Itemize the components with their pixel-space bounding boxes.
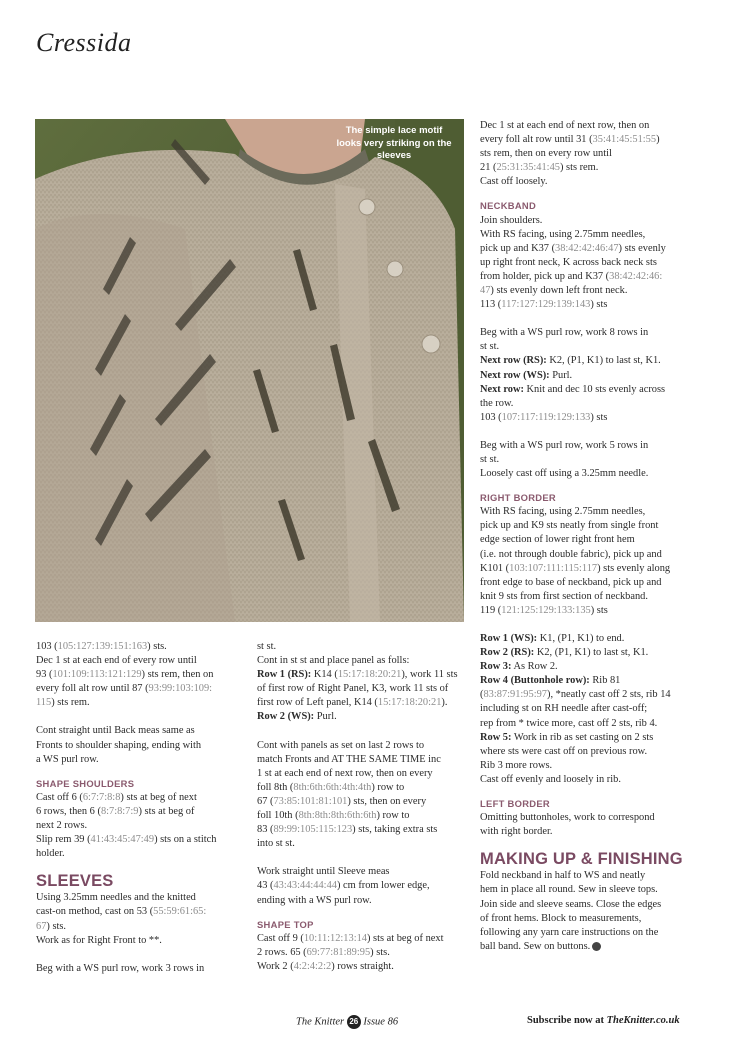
magazine-name: The Knitter xyxy=(296,1016,345,1028)
text-span: ) cm from lower edge, xyxy=(336,880,430,892)
text-line: Fronts to shoulder shaping, ending with xyxy=(36,739,202,751)
text-span: ( xyxy=(480,689,484,701)
text-span: Knit and dec 10 sts evenly across xyxy=(523,383,666,395)
text-span: first row of Left panel, K14 ( xyxy=(257,697,378,709)
text-line xyxy=(257,809,469,823)
neckband-heading: NECKBAND xyxy=(480,200,537,212)
right-column xyxy=(480,119,720,954)
text-line: Rib 3 more rows. xyxy=(480,759,553,771)
text-span: ) sts rem. xyxy=(51,697,90,709)
text-line: the row. xyxy=(480,397,514,409)
text-line: into st st. xyxy=(257,838,295,850)
size-variants: 6:7:7:8:8 xyxy=(82,791,121,803)
sweater-photo xyxy=(35,119,464,622)
size-variants: 73:85:101:81:101 xyxy=(273,795,348,807)
size-variants: 25:31:35:41:45 xyxy=(496,162,560,174)
text-line xyxy=(36,682,246,696)
text-line xyxy=(36,668,246,682)
size-variants: 8th:6th:6th:4th:4th xyxy=(293,781,372,793)
text-line: Loosely cast off using a 3.25mm needle. xyxy=(480,468,649,480)
text-line xyxy=(480,731,720,745)
text-line: (i.e. not through double fabric), pick up and xyxy=(480,548,662,560)
size-variants: 105:127:139:151:163 xyxy=(57,641,148,652)
text-span: ) sts. xyxy=(46,920,67,932)
text-line xyxy=(480,369,720,383)
row-label: Row 2 (WS): xyxy=(257,711,315,723)
subscribe-link[interactable]: TheKnitter.co.uk xyxy=(606,1015,680,1026)
text-line: where sts were cast off on previous row. xyxy=(480,745,648,757)
text-line: Cast off loosely. xyxy=(480,176,548,188)
shape-shoulders-heading: SHAPE SHOULDERS xyxy=(36,777,135,789)
text-span: ). xyxy=(441,697,448,709)
text-span: Cast off 6 ( xyxy=(36,791,83,803)
text-span: 113 ( xyxy=(480,299,502,311)
text-line xyxy=(480,298,720,312)
text-line: front edge to base of neckband, pick up and xyxy=(480,576,662,588)
text-line: next 2 rows. xyxy=(36,820,88,832)
sleeves-heading: SLEEVES xyxy=(36,872,114,891)
text-line xyxy=(480,562,720,576)
text-line: Cont straight until Back meas same as xyxy=(36,725,195,737)
text-span: 2 rows. 65 ( xyxy=(257,946,307,958)
text-span: ) sts xyxy=(590,411,608,423)
text-span: pick up and K37 ( xyxy=(480,242,556,254)
text-span: ) sts evenly down left front neck. xyxy=(490,285,628,297)
size-variants: 8:7:8:7:9 xyxy=(100,805,139,817)
row-label: Next row: xyxy=(480,383,524,395)
text-line: st st. xyxy=(480,341,500,353)
text-line xyxy=(257,696,469,710)
text-line: following any yarn care instructions on the xyxy=(480,926,659,938)
text-line xyxy=(480,411,720,425)
end-mark-icon xyxy=(592,942,601,951)
left-column xyxy=(36,640,246,976)
footer-subscribe xyxy=(527,1015,680,1026)
size-variants: 4:2:4:2:2 xyxy=(293,960,332,972)
text-line: of front hems. Block to measurements, xyxy=(480,912,642,924)
text-line: Work as for Right Front to **. xyxy=(36,934,162,946)
page-number: 26 xyxy=(347,1015,361,1029)
issue-number: Issue 86 xyxy=(363,1016,399,1028)
text-line xyxy=(257,781,469,795)
size-variants: 83:87:91:95:97 xyxy=(483,689,547,701)
text-span: ) sts rem, then on xyxy=(141,669,214,681)
text-span: As Row 2. xyxy=(511,661,558,673)
text-line xyxy=(480,674,720,688)
making-up-heading: MAKING UP & FINISHING xyxy=(480,850,683,869)
text-span: 6 rows, then 6 ( xyxy=(36,805,101,817)
text-line xyxy=(36,640,246,654)
row-label: Row 4 (Buttonhole row): xyxy=(480,675,590,687)
text-line: sts rem, then on every row until xyxy=(480,148,612,160)
text-line xyxy=(257,946,469,960)
text-span: Slip rem 39 ( xyxy=(36,834,91,846)
text-line: a WS purl row. xyxy=(36,753,99,765)
text-line xyxy=(480,133,720,147)
size-variants: 55:59:61:65: xyxy=(153,906,207,918)
knitted-cardigan-illustration xyxy=(35,119,464,622)
text-span: ), *neatly cast off 2 sts, rib 14 xyxy=(546,689,671,701)
size-variants: 35:41:45:51:55 xyxy=(592,134,657,146)
size-variants: 103:107:111:115:117 xyxy=(509,562,598,574)
size-variants: 107:117:119:129:133 xyxy=(501,411,591,423)
text-span: cast-on method, cast on 53 ( xyxy=(36,906,154,918)
text-span: ) sts, taking extra sts xyxy=(352,824,438,836)
text-span: ) rows straight. xyxy=(331,960,394,972)
text-line: holder. xyxy=(36,848,65,860)
row-label: Row 5: xyxy=(480,731,512,743)
size-variants: 67 xyxy=(36,920,47,932)
text-span: 43 ( xyxy=(257,880,274,892)
size-variants: 38:42:42:46:47 xyxy=(555,242,619,254)
text-line xyxy=(480,161,720,175)
text-line: up right front neck, K across back neck sts xyxy=(480,256,657,268)
text-span: ) sts xyxy=(590,604,608,616)
text-span: Rib 81 xyxy=(589,675,621,687)
text-line: Cast off evenly and loosely in rib. xyxy=(480,773,621,785)
text-line xyxy=(480,604,720,618)
page-title: Cressida xyxy=(36,28,132,57)
text-line: match Fronts and AT THE SAME TIME inc xyxy=(257,753,441,765)
text-line xyxy=(480,940,720,954)
size-variants: 15:17:18:20:21 xyxy=(377,697,442,709)
text-line: with right border. xyxy=(480,826,553,838)
text-line: Dec 1 st at each end of every row until xyxy=(36,655,197,667)
text-line xyxy=(36,920,246,934)
size-variants: 43:43:44:44:44 xyxy=(273,880,337,892)
text-line xyxy=(257,710,469,724)
text-line xyxy=(36,833,246,847)
text-span: K14 ( xyxy=(311,669,338,681)
text-line: With RS facing, using 2.75mm needles, xyxy=(480,228,646,240)
text-line xyxy=(257,795,469,809)
text-span: ) sts, then on every xyxy=(347,795,427,807)
text-line: Cont with panels as set on last 2 rows to xyxy=(257,739,425,751)
size-variants: 121:125:129:133:135 xyxy=(501,604,591,616)
text-line: Dec 1 st at each end of next row, then on xyxy=(480,120,650,131)
text-span: ) sts at beg of next xyxy=(120,791,197,803)
row-label: Row 1 (RS): xyxy=(257,669,312,681)
text-span: 103 ( xyxy=(36,641,58,652)
photo-caption: The simple lace motif looks very striking on the sleeves xyxy=(336,125,452,161)
text-span: 83 ( xyxy=(257,824,274,836)
text-span: foll 10th ( xyxy=(257,810,299,822)
text-line xyxy=(480,660,720,674)
text-span: ) sts at beg of xyxy=(138,805,195,817)
text-line: 1 st at each end of next row, then on every xyxy=(257,767,433,779)
text-line xyxy=(480,646,720,660)
text-span: ) row to xyxy=(371,781,405,793)
text-line: hem in place all round. Sew in sleeve tops. xyxy=(480,884,658,896)
text-span: K2, (P1, K1) to last st, K1. xyxy=(534,647,649,659)
text-line xyxy=(480,270,720,284)
text-span: ) sts. xyxy=(147,641,167,652)
text-span: ), work 11 sts xyxy=(401,669,458,681)
size-variants: 8th:8th:8th:6th:6th xyxy=(298,810,377,822)
text-span: 119 ( xyxy=(480,604,502,616)
text-line: Beg with a WS purl row, work 3 rows in xyxy=(36,962,205,974)
size-variants: 115 xyxy=(36,697,52,709)
size-variants: 38:42:42:46: xyxy=(609,270,663,282)
row-label: Row 1 (WS): xyxy=(480,633,538,644)
text-line: ending with a WS purl row. xyxy=(257,894,372,906)
text-line: rep from * twice more, cast off 2 sts, rib 4. xyxy=(480,717,658,729)
size-variants: 117:127:129:139:143 xyxy=(501,299,591,311)
text-span: ) sts evenly along xyxy=(597,562,671,574)
size-variants: 93:99:103:109: xyxy=(148,683,213,695)
text-span: foll 8th ( xyxy=(257,781,294,793)
text-line xyxy=(36,905,246,919)
middle-column xyxy=(257,640,469,974)
text-span: ball band. Sew on buttons. xyxy=(480,940,591,952)
text-line xyxy=(36,791,246,805)
size-variants: 41:43:45:47:49 xyxy=(90,834,155,846)
row-label: Row 3: xyxy=(480,661,512,673)
shape-top-heading: SHAPE TOP xyxy=(257,918,314,930)
text-span: K2, (P1, K1) to last st, K1. xyxy=(546,355,661,367)
text-line: Omitting buttonholes, work to correspond xyxy=(480,812,655,824)
text-line: st st. xyxy=(480,453,500,465)
text-span: every foll alt row until 31 ( xyxy=(480,134,593,146)
text-span: K101 ( xyxy=(480,562,510,574)
text-line xyxy=(480,688,720,702)
text-span: Work 2 ( xyxy=(257,960,294,972)
text-span: 21 ( xyxy=(480,162,497,174)
size-variants: 15:17:18:20:21 xyxy=(337,669,402,681)
text-line: Join shoulders. xyxy=(480,214,543,226)
footer-magazine xyxy=(296,1015,398,1029)
size-variants: 101:109:113:121:129 xyxy=(52,669,142,681)
size-variants: 47 xyxy=(480,285,491,297)
text-line: Cont in st st and place panel as folls: xyxy=(257,655,410,667)
text-span: ) sts xyxy=(590,299,608,311)
text-span: ) sts evenly xyxy=(618,242,666,254)
text-span: ) sts on a stitch xyxy=(154,834,217,846)
text-line: including st on RH needle after cast-off; xyxy=(480,703,648,715)
text-line: Using 3.25mm needles and the knitted xyxy=(36,892,196,904)
row-label: Next row (RS): xyxy=(480,355,547,367)
subscribe-text: Subscribe now at xyxy=(527,1015,607,1026)
text-line: Beg with a WS purl row, work 5 rows in xyxy=(480,439,649,451)
text-span: Work in rib as set casting on 2 sts xyxy=(511,731,654,743)
text-line xyxy=(480,632,720,646)
text-span: Purl. xyxy=(314,711,337,723)
text-line: of first row of Right Panel, K3, work 11 sts of xyxy=(257,683,449,695)
text-span: K1, (P1, K1) to end. xyxy=(537,633,625,644)
text-line: pick up and K9 sts neatly from single front xyxy=(480,520,659,532)
text-line xyxy=(257,823,469,837)
text-line xyxy=(257,960,469,974)
text-span: ) sts. xyxy=(370,946,390,958)
text-line xyxy=(480,383,720,397)
text-span: Purl. xyxy=(549,369,573,381)
text-span: every foll alt row until 87 ( xyxy=(36,683,149,695)
size-variants: 69:77:81:89:95 xyxy=(306,946,371,958)
row-label: Row 2 (RS): xyxy=(480,647,535,659)
text-span: 67 ( xyxy=(257,795,274,807)
text-line: Beg with a WS purl row, work 8 rows in xyxy=(480,327,649,339)
text-span: ) sts at beg of next xyxy=(366,932,444,944)
text-line: Join side and sleeve seams. Close the edges xyxy=(480,898,662,910)
text-line: Fold neckband in half to WS and neatly xyxy=(480,870,646,882)
text-span: 103 ( xyxy=(480,411,502,423)
text-line: knit 9 sts from first section of neckband. xyxy=(480,590,648,602)
text-line xyxy=(257,668,469,682)
text-line: With RS facing, using 2.75mm needles, xyxy=(480,506,646,518)
row-label: Next row (WS): xyxy=(480,369,550,381)
left-border-heading: LEFT BORDER xyxy=(480,798,550,810)
size-variants: 89:99:105:115:123 xyxy=(273,824,353,836)
text-line xyxy=(480,284,720,298)
text-line xyxy=(257,932,469,946)
text-line xyxy=(36,696,246,710)
text-line: edge section of lower right front hem xyxy=(480,534,635,546)
text-line xyxy=(36,805,246,819)
text-span: Cast off 9 ( xyxy=(257,932,304,944)
text-span: ) xyxy=(656,134,660,146)
text-span: ) row to xyxy=(376,810,410,822)
right-border-heading: RIGHT BORDER xyxy=(480,492,556,504)
text-span: 93 ( xyxy=(36,669,53,681)
text-line xyxy=(480,242,720,256)
text-line xyxy=(257,879,469,893)
text-span: from holder, pick up and K37 ( xyxy=(480,270,610,282)
text-line: Work straight until Sleeve meas xyxy=(257,866,390,878)
text-line xyxy=(480,354,720,368)
size-variants: 10:11:12:13:14 xyxy=(303,932,367,944)
text-line: st st. xyxy=(257,641,277,652)
text-span: ) sts rem. xyxy=(559,162,599,174)
